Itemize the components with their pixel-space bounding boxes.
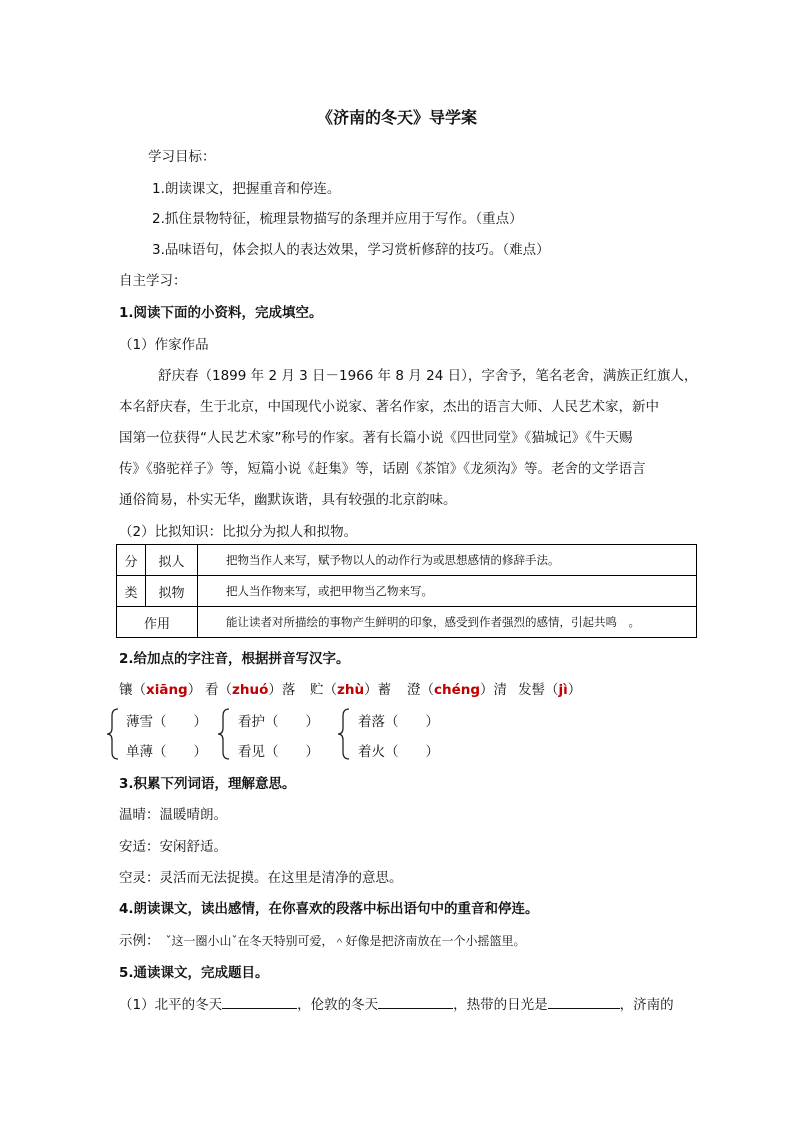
q3-heading: 3.积累下列词语，理解意思。 [119,776,296,792]
left-brace-icon [106,708,120,760]
q5-part: ，热带的日光是 [453,997,548,1013]
q5-part: （1）北平的冬天 [119,997,223,1013]
table-cell-effect-label: 作用 [117,607,198,638]
rhetoric-table [116,544,697,638]
q5-part: ，伦敦的冬天 [297,997,379,1013]
bio-line: 通俗简易，朴实无华，幽默诙谐，具有较强的北京韵味。 [119,492,457,508]
pinyin-item [407,678,507,698]
table-cell-desc: 把物当作人来写，赋予物以人的动作行为或思想感情的修辞手法。 [198,545,697,576]
goals-heading: 学习目标： [148,149,216,165]
example-label: 示例： [119,933,160,949]
table-cell-label: 拟物 [146,576,198,607]
q5-line [119,993,674,1013]
char-group-item: 着火（ ） [358,744,439,760]
bio-line: 舒庆春（1899 年 2 月 3 日－1966 年 8 月 24 日），字舍予，笔名老舍，满族正红旗人， [158,368,698,384]
pinyin-post: ） [187,682,202,698]
q5-part: ，济南的 [619,997,674,1013]
pinyin-pre: 镶（ [119,682,146,698]
pinyin-post: ）蓄 [364,682,392,698]
bio-line: 传》《骆驼祥子》等，短篇小说《赶集》等，话剧《茶馆》《龙须沟》等。老舍的文学语言 [119,461,646,477]
char-group-item: 看护（ ） [238,714,319,730]
pinyin-pre: 发髻（ [518,682,559,698]
q4-example [119,929,526,949]
goal-item: 1.朗读课文，把握重音和停连。 [152,181,341,197]
table-cell-lei: 类 [117,576,146,607]
answer-blank[interactable] [378,994,453,1009]
goal-item: 3.品味语句，体会拟人的表达效果，学习赏析修辞的技巧。（难点） [152,242,550,258]
answer-blank[interactable] [222,994,297,1009]
q4-heading: 4.朗读课文，读出感情，在你喜欢的段落中标出语句中的重音和停连。 [119,901,539,917]
pinyin-item [205,678,295,698]
left-brace-icon [217,708,231,760]
pinyin-item [518,678,581,698]
pinyin-post: ）清 [480,682,508,698]
q1-sub2: （2）比拟知识：比拟分为拟人和拟物。 [119,524,358,540]
answer-blank[interactable] [548,994,620,1009]
pinyin-pre: 看（ [205,682,232,698]
q5-heading: 5.通读课文，完成题目。 [119,965,269,981]
q1-sub1: （1）作家作品 [119,337,209,353]
pinyin-value: zhù [337,682,365,698]
pinyin-pre: 贮（ [310,682,337,698]
pinyin-value: zhuó [232,682,269,698]
char-group-item: 单薄（ ） [126,744,207,760]
char-group-item: 看见（ ） [238,744,319,760]
pinyin-post: ）落 [268,682,296,698]
char-group-item: 着落（ ） [358,714,439,730]
bio-line: 本名舒庆春，生于北京，中国现代小说家、著名作家，杰出的语言大师、人民艺术家，新中 [119,399,659,415]
vocab-item: 温晴：温暖晴朗。 [119,807,227,823]
goal-item: 2.抓住景物特征，梳理景物描写的条理并应用于写作。（重点） [152,211,523,227]
table-cell-desc: 把人当作物来写，或把甲物当乙物来写。 [198,576,697,607]
table-cell-fen: 分 [117,545,146,576]
pinyin-post: ） [567,682,582,698]
pinyin-item [310,678,391,698]
bio-line: 国第一位获得“人民艺术家”称号的作家。著有长篇小说《四世同堂》《猫城记》《牛天赐 [119,430,633,446]
pinyin-pre: 澄（ [407,682,434,698]
page-title: 《济南的冬天》导学案 [316,108,477,127]
pinyin-item [119,678,201,698]
q2-heading: 2.给加点的字注音，根据拼音写汉字。 [119,651,350,667]
left-brace-icon [337,708,351,760]
vocab-item: 空灵：灵活而无法捉摸。在这里是清净的意思。 [119,870,403,886]
q1-heading: 1.阅读下面的小资料，完成填空。 [119,305,323,321]
table-cell-effect-desc: 能让读者对所描绘的事物产生鲜明的印象，感受到作者强烈的感情，引起共鸣 。 [198,607,697,638]
char-group-item: 薄雪（ ） [126,714,207,730]
table-cell-label: 拟人 [146,545,198,576]
pinyin-value: chéng [434,682,481,698]
pinyin-value: xiāng [146,682,188,698]
example-text: ˇ这一圈小山ˇ在冬天特别可爱，＾好像是把济南放在一个小摇篮里。 [165,934,526,948]
self-study-heading: 自主学习： [119,273,187,289]
pinyin-value: jì [558,682,568,698]
vocab-item: 安适：安闲舒适。 [119,839,227,855]
